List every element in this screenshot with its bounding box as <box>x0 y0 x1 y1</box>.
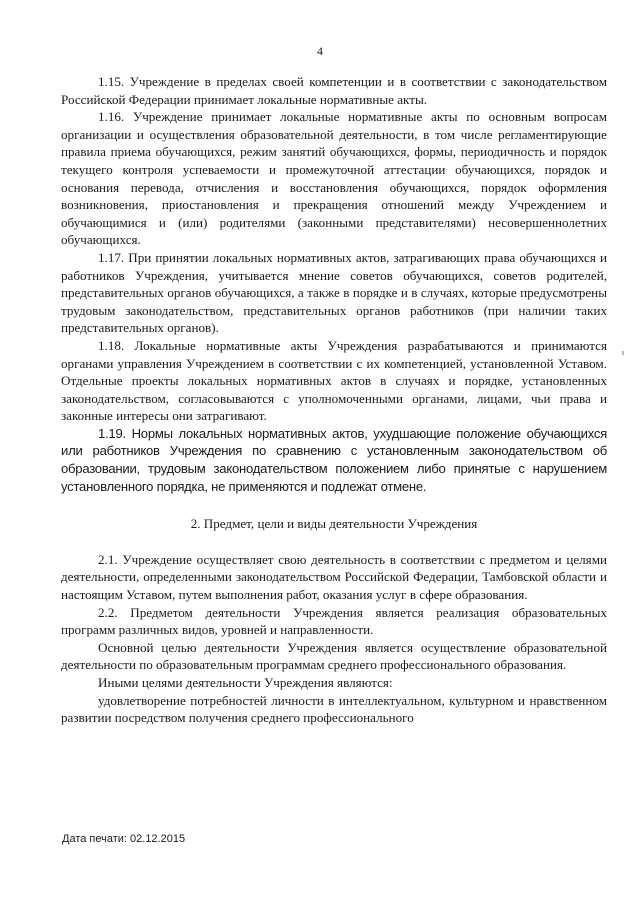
paragraph-1-15: 1.15. Учреждение в пределах своей компетенции и в соответствии с законодательством Российской Федерации принимает локальные нормативные акты. <box>61 74 607 107</box>
paragraph-1-17: 1.17. При принятии локальных нормативных актов, затрагивающих права обучающихся и работников Учреждения, учитывается мнение советов обучающихся, советов родителей, представительных органов обучающихся, а также в порядке и в случаях, которые предусмотрены трудовым законодательством, представительных органов работников (при наличии таких представительных органов). <box>61 249 607 336</box>
paragraph-other-goals: Иными целями деятельности Учреждения являются: <box>98 675 393 690</box>
paragraph-1-16: 1.16. Учреждение принимает локальные нормативные акты по основным вопросам организации и осуществления образовательной деятельности, в том числе регламентирующие правила приема обучающихся, режим занятий обучающихся, формы, периодичность и порядок текущего контроля успеваемости и промежуточной аттестации обучающихся, порядок и основания перевода, отчисления и восстановления обучающихся, порядок оформления возникновения, приостановления и прекращения отношений между Учреждением и обучающимися и (или) родителями (законными представителями) несовершеннолетних обучающихся. <box>61 109 607 248</box>
paragraph-1-18: 1.18. Локальные нормативные акты Учреждения разрабатываются и принимаются органами управления Учреждением в соответствии с их компетенцией, установленной Уставом. Отдельные проекты локальных нормативных актов в случаях и порядке, установленных законодательством, согласовываются с уполномоченными органами, лицами, чьи права и законные интересы они затрагивают. <box>61 337 607 424</box>
paragraph-main-goal: Основной целью деятельности Учреждения является осуществление образовательной деятельности по образовательным программам среднего профессионального образования. <box>61 639 607 673</box>
page-number: 4 <box>317 44 323 58</box>
scan-margin-mark <box>622 351 624 355</box>
paragraph-2-2: 2.2. Предметом деятельности Учреждения является реализация образовательных программ различных видов, уровней и направленности. <box>61 604 607 638</box>
paragraph-1-19: 1.19. Нормы локальных нормативных актов, ухудшающие положение обучающихся или работников Учреждения по сравнению с установленным законодательством об образовании, трудовым законодательством положением либо принятые с нарушением установленного порядка, не применяются и подлежат отмене. <box>61 425 607 494</box>
print-date: Дата печати: 02.12.2015 <box>62 833 186 845</box>
section-title: 2. Предмет, цели и виды деятельности Учреждения <box>190 516 478 532</box>
paragraph-goal-1: удовлетворение потребностей личности в интеллектуальном, культурном и нравственном развитии посредством получения среднего профессионального <box>61 692 607 726</box>
paragraph-2-1: 2.1. Учреждение осуществляет свою деятельность в соответствии с предметом и целями деятельности, определенными законодательством Российской Федерации, Тамбовской области и настоящим Уставом, путем выполнения работ, оказания услуг в сфере образования. <box>61 551 607 603</box>
document-body <box>61 73 607 727</box>
